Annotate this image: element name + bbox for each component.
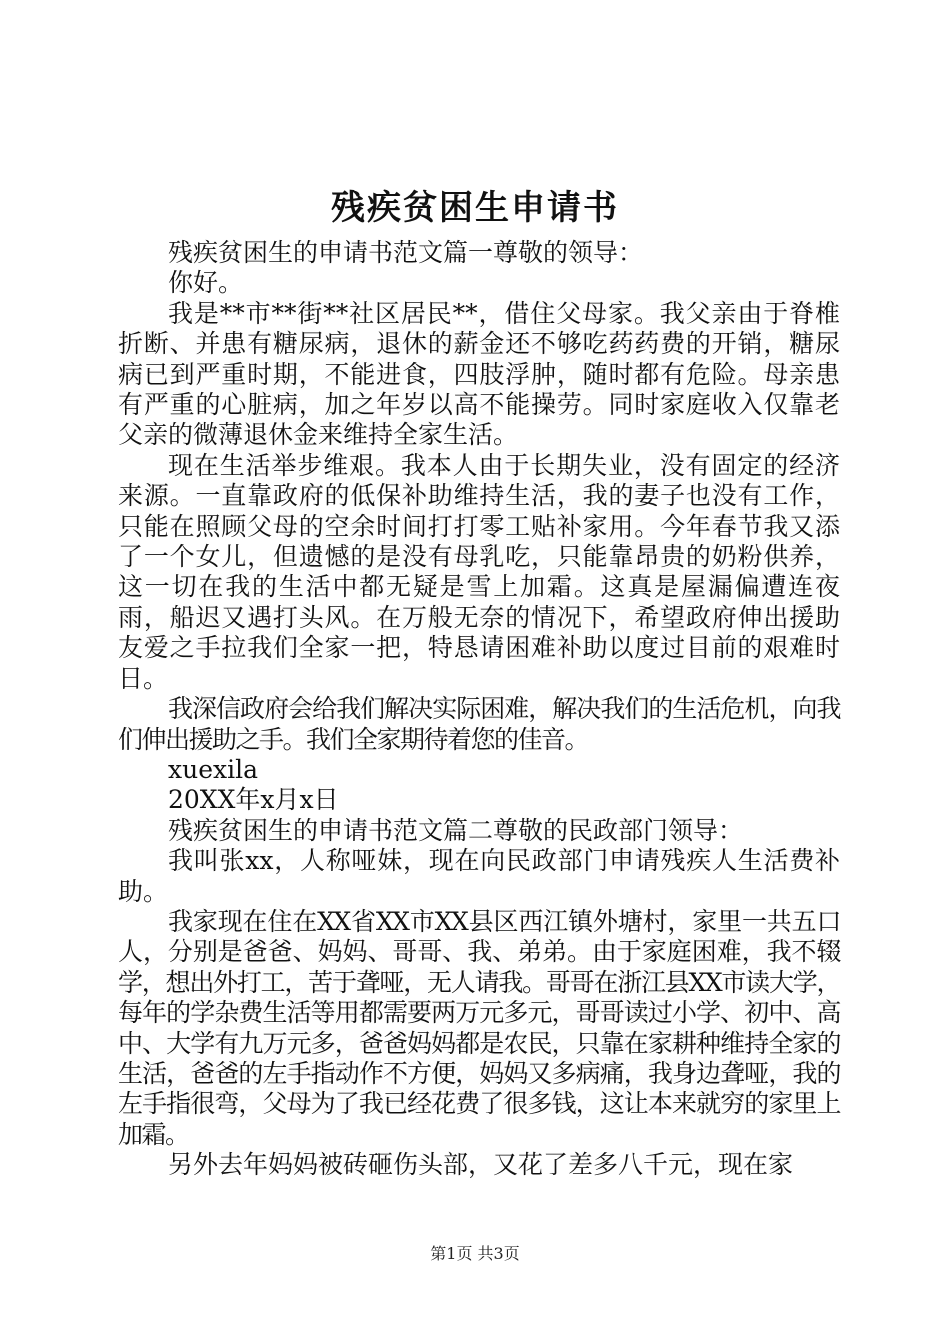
paragraph-family-situation: 我是**市**街**社区居民**，借住父母家。我父亲由于脊椎折断、并患有糖尿病，退休的薪金还不够吃药药费的开销，糖尿病已到严重时期，不能进食，四肢浮肿，随时都有危险。母亲患有严重的心脏病，加之年岁以高不能操劳。同时家庭收入仅靠老父亲的微薄退休金来维持全家生活。 — [118, 298, 840, 450]
document-body — [118, 238, 840, 1181]
paragraph-salutation-2: 残疾贫困生的申请书范文篇二尊敬的民政部门领导： — [168, 815, 744, 845]
paragraph-family-details: 我家现在住在XX省XX市XX县区西江镇外塘村，家里一共五口人，分别是爸爸、妈妈、哥哥、我、弟弟。由于家庭困难，我不辍学，想出外打工，苦于聋哑，无人请我。哥哥在浙江县XX市读大学，每年的学杂费生活等用都需要两万元多元，哥哥读过小学、初中、高中、大学有九万元多，爸爸妈妈都是农民，只靠在家耕种维持全家的生活，爸爸的左手指动作不方便，妈妈又多病痛，我身边聋哑，我的左手指很弯，父母为了我已经花费了很多钱，这让本来就穷的家里上加霜。 — [118, 906, 840, 1149]
paragraph-greeting: 你好。 — [168, 268, 244, 298]
page-title: 残疾贫困生申请书 — [331, 188, 619, 228]
page-footer: 第1页 共3页 — [430, 1244, 520, 1263]
paragraph-continued: 另外去年妈妈被砖砸伤头部，又花了差多八千元，现在家 — [168, 1150, 794, 1180]
paragraph-date: 20XX年x月x日 — [168, 785, 339, 815]
paragraph-signature: xuexila — [168, 754, 258, 784]
paragraph-introduction: 我叫张xx，人称哑妹，现在向民政部门申请残疾人生活费补助。 — [118, 846, 840, 906]
paragraph-salutation-1: 残疾贫困生的申请书范文篇一尊敬的领导： — [168, 238, 644, 267]
paragraph-hardship: 现在生活举步维艰。我本人由于长期失业，没有固定的经济来源。一直靠政府的低保补助维持生活，我的妻子也没有工作，只能在照顾父母的空余时间打打零工贴补家用。今年春节我又添了一个女儿，但遗憾的是没有母乳吃，只能靠昂贵的奶粉供养，这一切在我的生活中都无疑是雪上加霜。这真是屋漏偏遭连夜雨，船迟又遇打头风。在万般无奈的情况下，希望政府伸出援助友爱之手拉我们全家一把，特恳请困难补助以度过目前的艰难时日。 — [118, 450, 840, 693]
paragraph-closing: 我深信政府会给我们解决实际困难，解决我们的生活危机，向我们伸出援助之手。我们全家期待着您的佳音。 — [118, 694, 840, 754]
